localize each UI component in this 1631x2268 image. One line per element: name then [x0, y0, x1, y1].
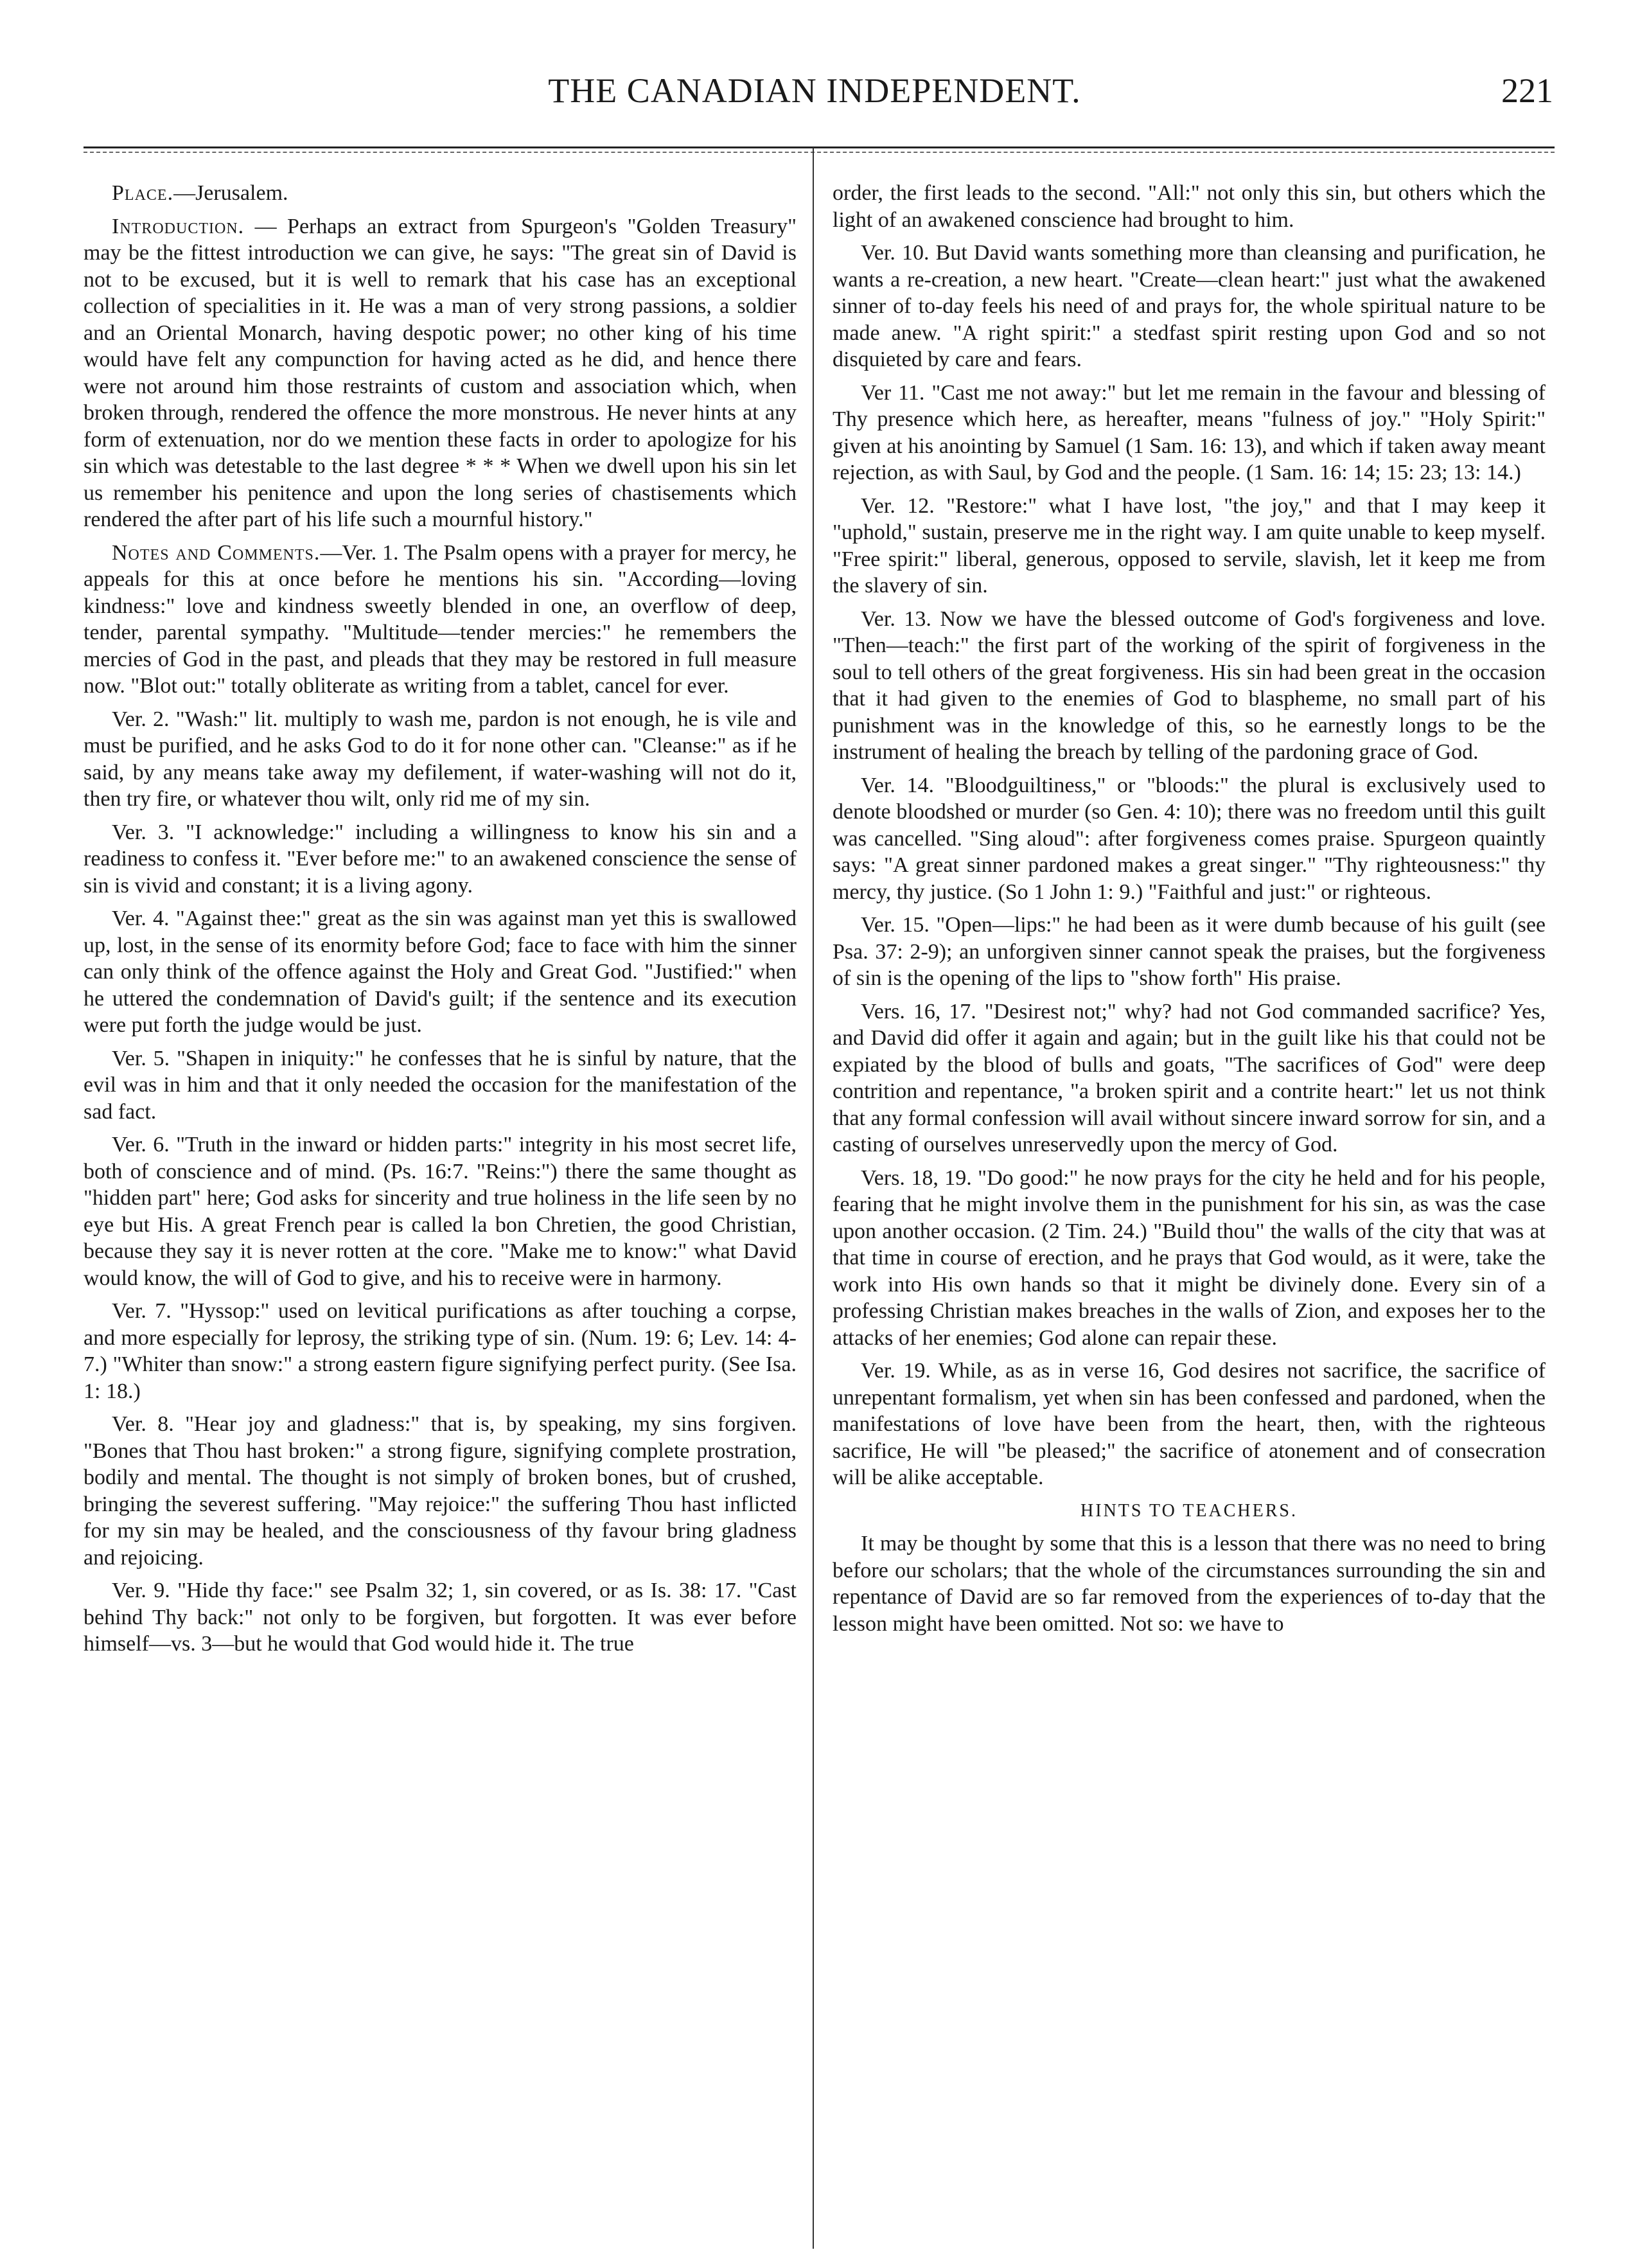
paragraph-lead: Place. — [112, 181, 174, 205]
paragraph-continuation: order, the first leads to the second. "All:" not only this sin, but others which the light of an awakened conscience had brought to him. — [833, 181, 1546, 232]
paragraph-ver-12: Ver. 12. "Restore:" what I have lost, "the joy," and that I may keep it "uphold," sustain, preserve me in the right way. I am quite unable to keep myself. "Free spirit:" liberal, generous, opposed to servile, slavish, let it keep me from the slavery of sin. — [833, 493, 1546, 598]
left-column — [84, 180, 797, 1664]
paragraph-ver-2: Ver. 2. "Wash:" lit. multiply to wash me, pardon is not enough, he is vile and must be purified, and he asks God to do it for none other can. "Cleanse:" as if he said, by any means take away my defilement, if water-washing will not do it, then try fire, or whatever thou wilt, only rid me of my sin. — [84, 707, 797, 811]
header-dash-rule — [84, 152, 1555, 153]
page-header — [76, 58, 1553, 116]
paragraph-place — [84, 180, 797, 207]
paragraph-introduction — [84, 213, 797, 533]
paragraph-ver-3: Ver. 3. "I acknowledge:" including a willingness to know his sin and a readiness to confess it. "Ever before me:" to an awakened conscience the sense of sin is vivid and constant; it is a living agony. — [84, 820, 797, 898]
paragraph-vers-16-17: Vers. 16, 17. "Desirest not;" why? had not God commanded sacrifice? Yes, and David did offer it again and again; but in the guilt like his that could not be expiated by the blood of bulls and goats, "The sacrifices of God" were deep contrition and repentance, "a broken spirit and a contrite heart:" let us not think that any formal confession will avail without sincere inward sorrow for sin, and a casting of ourselves unreservedly upon the mercy of God. — [833, 999, 1546, 1156]
paragraph-lead: Notes and Comments. — [112, 540, 321, 565]
paragraph-ver-4: Ver. 4. "Against thee:" great as the sin was against man yet this is swallowed up, lost, in the sense of its enormity before God; face to face with him the sinner can only think of the offence against the Holy and Great God. "Justified:" when he uttered the condemnation of David's guilt; if the sentence and its execution were put forth the judge would be just. — [84, 907, 797, 1037]
paragraph-lead: Introduction. — [112, 214, 245, 238]
paragraph-text: —Ver. 1. The Psalm opens with a prayer for mercy, he appeals for this at once before he mentions his sin. "According—loving kindness:" love and kindness sweetly blended in one, an overflow of deep, tender, parental sympathy. "Multitude—tender mercies:" he remembers the mercies of God in the past, and pleads that they may be restored in full measure now. "Blot out:" totally obliterate as writing from a tablet, cancel for ever. — [84, 540, 797, 698]
running-title: THE CANADIAN INDEPENDENT. — [548, 71, 1081, 110]
page-number: 221 — [1501, 71, 1553, 110]
paragraph-hints: It may be thought by some that this is a lesson that there was no need to bring before our scholars; that the whole of the circumstances surrounding the sin and repentance of David are so far removed from the experiences of to-day that the lesson might have been omitted. Not so: we have to — [833, 1532, 1546, 1636]
paragraph-vers-18-19: Vers. 18, 19. "Do good:" he now prays for the city he held and for his people, fearing that he might involve them in the punishment for his sin, as was the case upon another occasion. (2 Tim. 24.) "Build thou" the walls of the city that was at that time in course of erection, and he prays that God would, as it were, take the work into His own hands so that it might be divinely done. Every sin of a professing Christian makes breaches in the walls of Zion, and exposes her to the attacks of her enemies; God alone can repair these. — [833, 1165, 1546, 1350]
header-rule — [84, 146, 1555, 148]
paragraph-ver-5: Ver. 5. "Shapen in iniquity:" he confesses that he is sinful by nature, that the evil was in him and that it only needed the occasion for the manifestation of the sad fact. — [84, 1046, 797, 1124]
paragraph-ver-15: Ver. 15. "Open—lips:" he had been as it were dumb because of his guilt (see Psa. 37: 2-9); an unforgiven sinner cannot speak the praises, but the forgiveness of sin is the opening of the lips to "show forth" His praise. — [833, 913, 1546, 990]
paragraph-ver-9: Ver. 9. "Hide thy face:" see Psalm 32; 1, sin covered, or as Is. 38: 17. "Cast behind Thy back:" not only to be forgiven, but forgotten. It was ever before himself—vs. 3—but he would that God would hide it. The true — [84, 1579, 797, 1656]
right-column — [833, 180, 1546, 1643]
paragraph-ver-14: Ver. 14. "Bloodguiltiness," or "bloods:" the plural is exclusively used to denote bloodshed or murder (so Gen. 4: 10); there was no freedom until this guilt was cancelled. "Sing aloud": after forgiveness comes praise. Spurgeon quaintly says: "A great sinner pardoned makes a great singer." "Thy righteousness:" thy mercy, thy justice. (So 1 John 1: 9.) "Faithful and just:" or righteous. — [833, 773, 1546, 904]
paragraph-ver-11: Ver 11. "Cast me not away:" but let me remain in the favour and blessing of Thy presence which here, as hereafter, means "fulness of joy." "Holy Spirit:" given at his anointing by Samuel (1 Sam. 16: 13), and which if taken away meant rejection, as with Saul, by God and the people. (1 Sam. 16: 14; 15: 23; 13: 14.) — [833, 380, 1546, 484]
paragraph-ver-8: Ver. 8. "Hear joy and gladness:" that is, by speaking, my sins forgiven. "Bones that Thou hast broken:" a strong figure, signifying complete prostration, bodily and mental. The thought is not simply of broken bones, but of crushed, bringing the severest suffering. "May rejoice:" the suffering Thou hast inflicted for my sin may be healed, and the consciousness of thy favour bring gladness and rejoicing. — [84, 1412, 797, 1570]
hints-heading: HINTS TO TEACHERS. — [1080, 1500, 1298, 1521]
paragraph-ver-7: Ver. 7. "Hyssop:" used on levitical purifications as after touching a corpse, and more especially for leprosy, the striking type of sin. (Num. 19: 6; Lev. 14: 4-7.) "Whiter than snow:" a strong eastern figure signifying perfect purity. (See Isa. 1: 18.) — [84, 1299, 797, 1403]
paragraph-text: — Perhaps an extract from Spurgeon's "Golden Treasury" may be the fittest introduction we can give, he says: "The great sin of David is not to be excused, but it is well to remark that his case has an exceptional collection of specialities in it. He was a man of very strong passions, a soldier and an Oriental Monarch, having despotic power; no other king of his time would have felt any compunction for having acted as he did, and hence there were not around him those restraints of custom and association which, when broken through, rendered the offence the more monstrous. He never hints at any form of extenuation, nor do we mention these facts in order to apologize for his sin which was detestable to the last degree * * * When we dwell upon his sin let us remember his penitence and upon the long series of chastisements which rendered the after part of his life such a mournful history." — [84, 214, 797, 531]
paragraph-ver-6: Ver. 6. "Truth in the inward or hidden parts:" integrity in his most secret life, both of conscience and of mind. (Ps. 16:7. "Reins:") there the same thought as "hidden part" here; God asks for sincerity and true holiness in the life seen by no eye but His. A great French pear is called la bon Chretien, the good Christian, because they say it is never rotten at the core. "Make me to know:" what David would know, the will of God to give, and his to receive were in harmony. — [84, 1133, 797, 1290]
column-divider — [813, 148, 814, 2249]
paragraph-ver-19: Ver. 19. While, as as in verse 16, God desires not sacrifice, the sacrifice of unrepentant formalism, yet when sin has been confessed and pardoned, when the manifestations of love have been from the heart, then, with the righteous sacrifice, He will "be pleased;" the sacrifice of atonement and of consecration will be alike acceptable. — [833, 1359, 1546, 1489]
paragraph-notes — [84, 540, 797, 700]
paragraph-ver-13: Ver. 13. Now we have the blessed outcome of God's forgiveness and love. "Then—teach:" the first part of the working of the spirit of forgiveness in the soul to tell others of the great forgiveness. His sin had been great in the occasion that it had given to the enemies of God to blaspheme, no small part of his punishment was in the knowledge of this, so he earnestly longs to be the instrument of healing the breach by telling of the pardoning grace of God. — [833, 607, 1546, 764]
paragraph-ver-10: Ver. 10. But David wants something more than cleansing and purification, he wants a re-creation, a new heart. "Create—clean heart:" just what the awakened sinner of to-day feels his need of and prays for, the whole spiritual nature to be made anew. "A right spirit:" a stedfast spirit resting upon God and so not disquieted by care and fears. — [833, 241, 1546, 371]
paragraph-text: —Jerusalem. — [173, 181, 288, 205]
